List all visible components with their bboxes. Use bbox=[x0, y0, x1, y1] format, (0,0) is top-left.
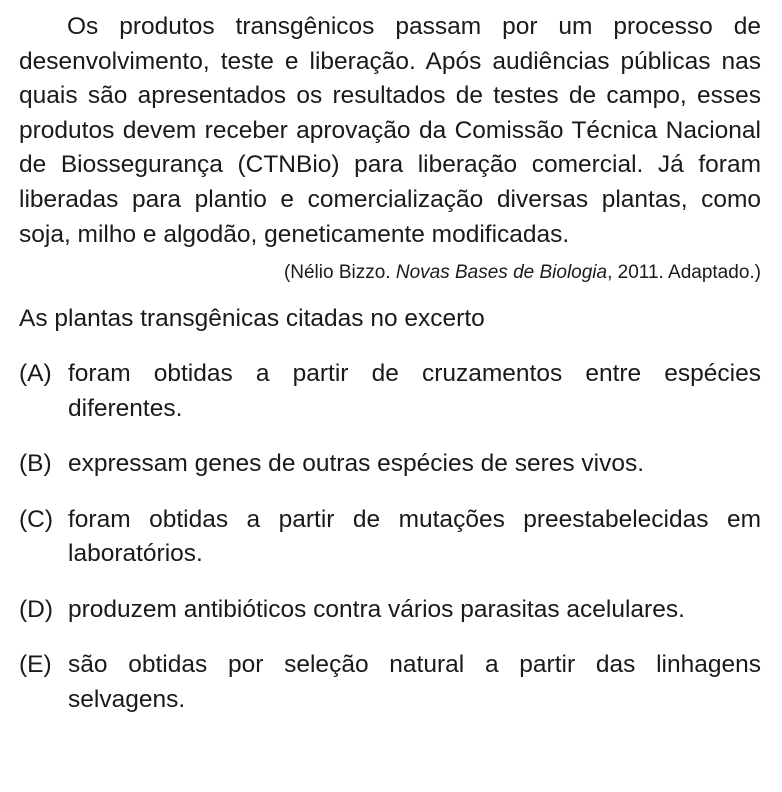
question-stem: As plantas transgênicas citadas no excerto bbox=[19, 305, 485, 333]
answer-options bbox=[19, 357, 761, 717]
excerpt-paragraph: Os produtos transgênicos passam por um processo de desenvolvimento, teste e liberação. Após audiências públicas nas quais são apresentados os resultados de testes de campo, esses produtos devem receber aprovação da Comissão Técnica Nacional de Biossegurança (CTNBio) para liberação comercial. Já foram liberadas para plantio e comercialização diversas plantas, como soja, milho e algodão, geneticamente modificadas. bbox=[19, 13, 761, 248]
option-b[interactable] bbox=[19, 447, 761, 482]
citation-open: (Nélio Bizzo. bbox=[283, 262, 396, 284]
option-letter: (E) bbox=[19, 651, 52, 679]
option-letter: (B) bbox=[19, 450, 52, 478]
question-page bbox=[19, 10, 761, 717]
option-a[interactable] bbox=[19, 357, 761, 426]
option-letter: (A) bbox=[19, 360, 52, 388]
option-c[interactable] bbox=[19, 503, 761, 572]
option-text: são obtidas por seleção natural a partir das linhagens selvagens. bbox=[68, 651, 761, 713]
option-d[interactable] bbox=[19, 593, 761, 628]
citation-close: , 2011. Adaptado.) bbox=[607, 262, 761, 284]
option-text: foram obtidas a partir de cruzamentos entre espécies diferentes. bbox=[68, 360, 761, 422]
citation-book-title: Novas Bases de Biologia bbox=[395, 262, 608, 284]
option-letter: (C) bbox=[19, 505, 54, 533]
option-letter: (D) bbox=[19, 595, 54, 623]
citation bbox=[19, 260, 761, 286]
option-text: foram obtidas a partir de mutações preestabelecidas em laboratórios. bbox=[68, 505, 761, 568]
option-text: expressam genes de outras espécies de seres vivos. bbox=[68, 450, 645, 478]
option-e[interactable] bbox=[19, 648, 761, 717]
option-text: produzem antibióticos contra vários parasitas acelulares. bbox=[68, 595, 685, 623]
